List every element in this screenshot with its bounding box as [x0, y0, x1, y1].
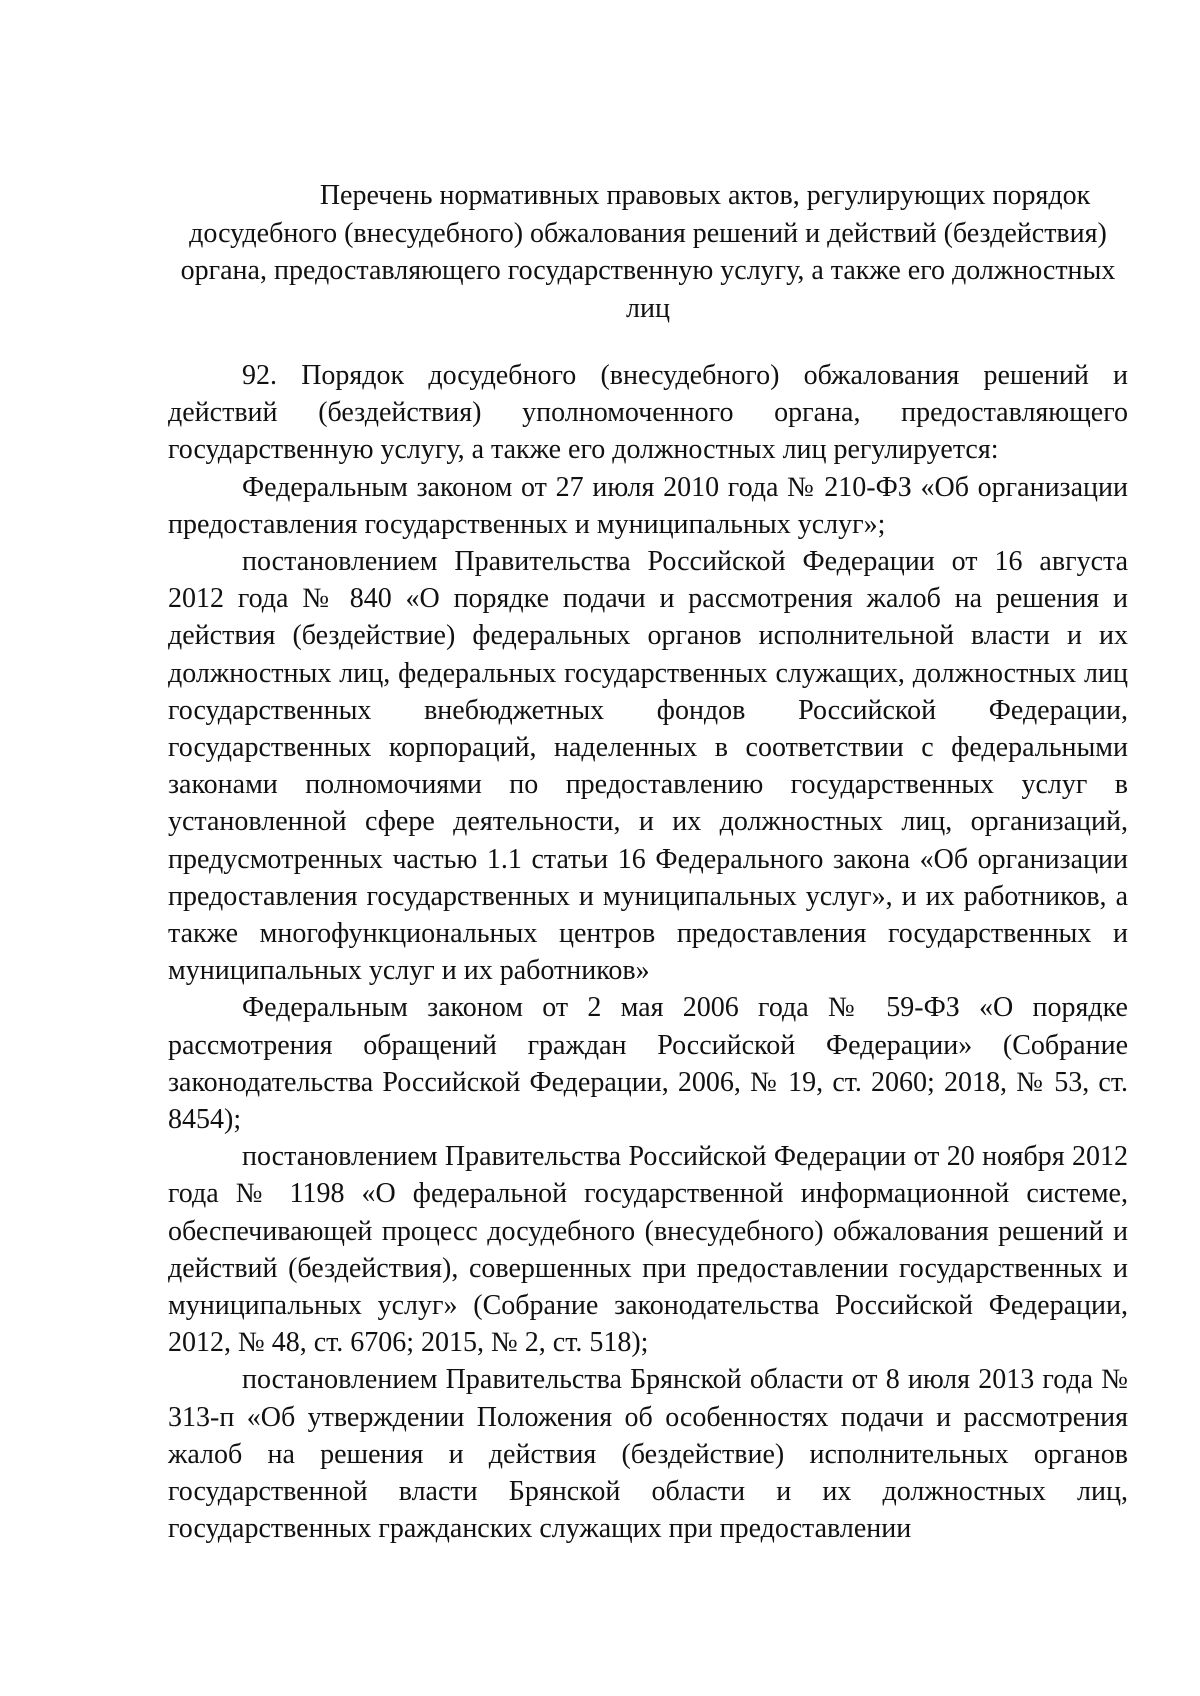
section-heading [168, 177, 1128, 327]
paragraph-law-210fz: Федеральным законом от 27 июля 2010 года № 210-ФЗ «Об организации предоставления государственных и муниципальных услуг»; [168, 471, 1128, 540]
paragraph-resolution-840: постановлением Правительства Российской Федерации от 16 августа 2012 года № 840 «О порядке подачи и рассмотрения жалоб на решения и действия (бездействие) федеральных органов исполнительной власти и их должностных лиц, федеральных государственных служащих, должностных лиц государственных внебюджетных фондов Российской Федерации, государственных корпораций, наделенных в соответствии с федеральными законами полномочиями по предоставлению государственных услуг в установленной сфере деятельности, и их должностных лиц, организаций, предусмотренных частью 1.1 статьи 16 Федерального закона «Об организации предоставления государственных и муниципальных услуг», и их работников, а также многофункциональных центров предоставления государственных и муниципальных услуг и их работников» [168, 546, 1128, 987]
section-heading-text: Перечень нормативных правовых актов, регулирующих порядок досудебного (внесудебного) обжалования решений и действий (бездействия) органа, предоставляющего государственную услугу, а также его должностных лиц [180, 180, 1116, 324]
paragraph-bryansk-313p: постановлением Правительства Брянской области от 8 июля 2013 года № 313-п «Об утверждении Положения об особенностях подачи и рассмотрения жалоб на решения и действия (бездействие) исполнительных органов государственной власти Брянской области и их должностных лиц, государственных гражданских служащих при предоставлении [168, 1364, 1128, 1545]
paragraph-law-59fz: Федеральным законом от 2 мая 2006 года № 59-ФЗ «О порядке рассмотрения обращений граждан Российской Федерации» (Собрание законодательства Российской Федерации, 2006, № 19, ст. 2060; 2018, № 53, ст. 8454); [168, 992, 1128, 1136]
document-body [168, 357, 1128, 1548]
paragraph-resolution-1198: постановлением Правительства Российской Федерации от 20 ноября 2012 года № 1198 «О федеральной государственной информационной системе, обеспечивающей процесс досудебного (внесудебного) обжалования решений и действий (бездействия), совершенных при предоставлении государственных и муниципальных услуг» (Собрание законодательства Российской Федерации, 2012, № 48, ст. 6706; 2015, № 2, ст. 518); [168, 1141, 1128, 1359]
paragraph-92: 92. Порядок досудебного (внесудебного) обжалования решений и действий (бездействия) уполномоченного органа, предоставляющего государственную услугу, а также его должностных лиц регулируется: [168, 360, 1128, 466]
